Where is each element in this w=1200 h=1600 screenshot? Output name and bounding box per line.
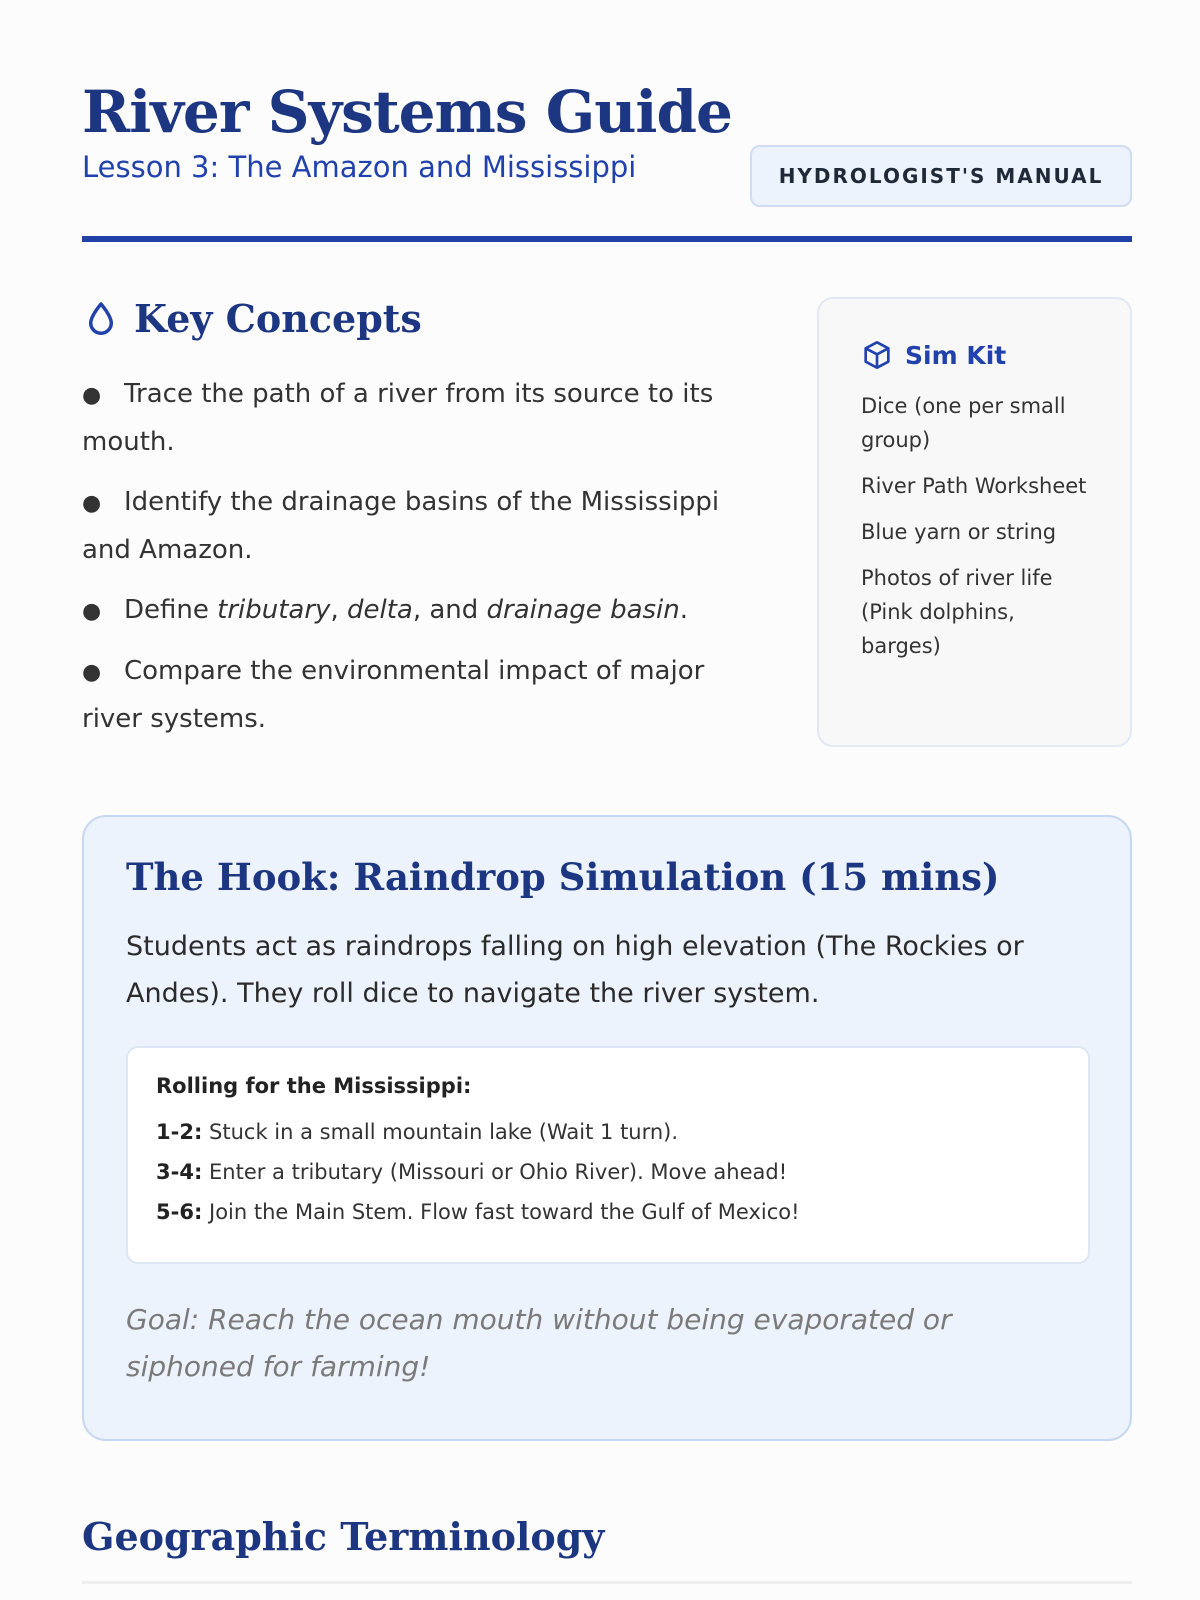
rolling-heading: Rolling for the Mississippi: (156, 1074, 472, 1098)
kit-item: Blue yarn or string (861, 520, 1057, 544)
roll-rule (156, 1112, 1060, 1152)
kit-item: Photos of river life (Pink dolphins, barges) (861, 566, 1053, 658)
sim-kit-title: Sim Kit (905, 340, 1007, 370)
sim-kit-card (817, 297, 1132, 747)
manual-badge: HYDROLOGIST'S MANUAL (750, 145, 1132, 207)
roll-outcome: Join the Main Stem. Flow fast toward the Gulf of Mexico! (202, 1200, 800, 1224)
header-divider (82, 236, 1132, 242)
list-item: ● Define tributary, delta, and drainage basin. (82, 595, 689, 625)
terminology-heading: Geographic Terminology (82, 1514, 605, 1559)
roll-outcome: Stuck in a small mountain lake (Wait 1 turn). (202, 1120, 679, 1144)
droplet-icon (82, 300, 120, 338)
key-concepts-heading (82, 296, 762, 341)
term-delta: delta (346, 595, 413, 625)
roll-range: 1-2: (156, 1120, 203, 1144)
roll-range: 3-4: (156, 1160, 203, 1184)
concept-prefix: Define (124, 595, 218, 625)
sim-kit-heading (861, 339, 1090, 371)
cube-icon (861, 339, 893, 371)
page-subtitle: Lesson 3: The Amazon and Mississippi (82, 150, 637, 184)
concept-text: Compare the environmental impact of major river systems. (82, 656, 705, 734)
list-item: ● Trace the path of a river from its source to its mouth. (82, 379, 714, 457)
concept-text: Identify the drainage basins of the Mississippi and Amazon. (82, 487, 720, 565)
hook-goal: Goal: Reach the ocean mouth without being evaporated or siphoned for farming! (126, 1303, 952, 1383)
kit-item: Dice (one per small group) (861, 394, 1066, 452)
key-concepts-title: Key Concepts (134, 296, 422, 341)
page-title: River Systems Guide (82, 78, 732, 146)
concept-text: Trace the path of a river from its source to its mouth. (82, 379, 714, 457)
concept-list (82, 371, 762, 743)
list-item: ● Identify the drainage basins of the Mississippi and Amazon. (82, 487, 720, 565)
terminology-divider (82, 1581, 1132, 1584)
rolling-rules-box (126, 1046, 1090, 1264)
page-header (82, 78, 1132, 242)
roll-outcome: Enter a tributary (Missouri or Ohio River). Move ahead! (202, 1160, 788, 1184)
hook-activity-panel (82, 815, 1132, 1441)
term-tributary: tributary (217, 595, 331, 625)
roll-range: 5-6: (156, 1200, 203, 1224)
roll-rule (156, 1152, 1060, 1192)
terminology-section (82, 1514, 1132, 1584)
term-drainage-basin: drainage basin (486, 595, 680, 625)
roll-rule (156, 1192, 1060, 1232)
hook-title: The Hook: Raindrop Simulation (15 mins) (126, 855, 1000, 899)
kit-item: River Path Worksheet (861, 474, 1087, 498)
list-item: ● Compare the environmental impact of major river systems. (82, 656, 705, 734)
key-concepts-section (82, 296, 762, 756)
hook-description: Students act as raindrops falling on high elevation (The Rockies or Andes). They roll dice to navigate the river system. (126, 931, 1024, 1009)
